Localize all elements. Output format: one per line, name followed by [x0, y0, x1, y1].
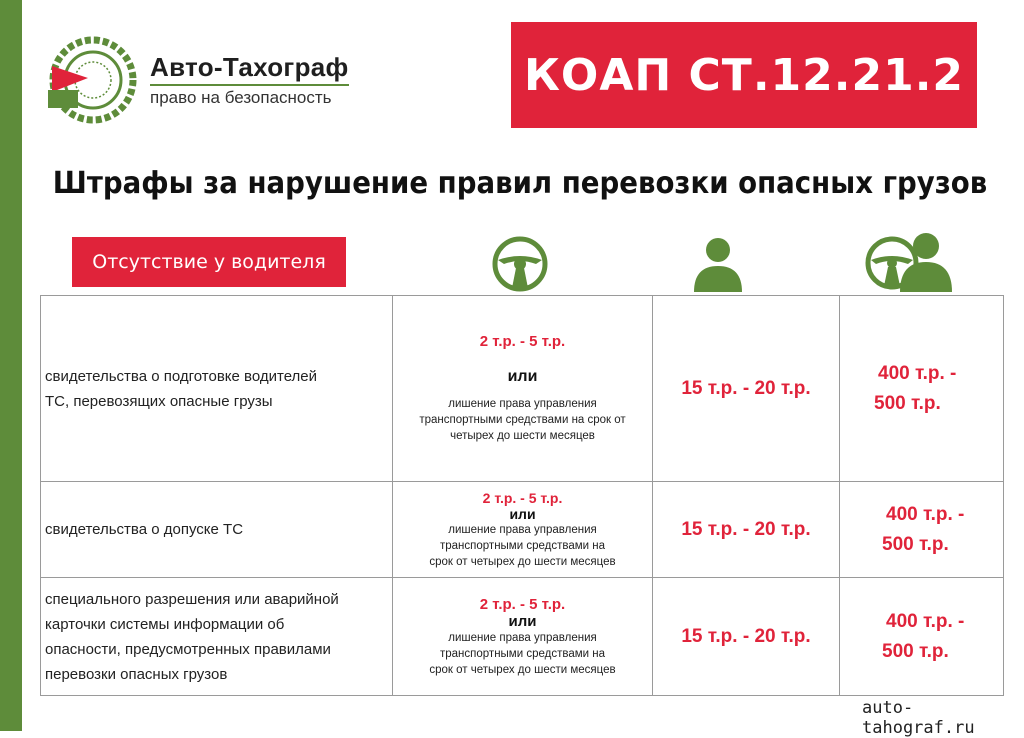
violation-line: ТС, перевозящих опасные грузы — [45, 392, 273, 410]
deprivation-line: четырех до шести месяцев — [450, 430, 595, 442]
table-row — [41, 482, 1004, 578]
deprivation-line: срок от четырех до шести месяцев — [429, 663, 616, 676]
violation-line: свидетельства о допуске ТС — [45, 521, 244, 538]
brand-block — [150, 52, 349, 108]
or-label: или — [508, 612, 537, 630]
left-accent-bar — [0, 0, 22, 731]
driver-fine-cell — [393, 296, 653, 482]
official-fine: 15 т.р. - 20 т.р. — [681, 377, 811, 399]
violation-line: карточки системы информации об — [45, 615, 285, 633]
deprivation-line: транспортными средствами на — [440, 539, 605, 552]
deprivation-line: срок от четырех до шести месяцев — [429, 555, 616, 568]
legal-fine-line: 400 т.р. - — [886, 503, 965, 525]
deprivation-text — [393, 396, 652, 444]
deprivation-line: лишение права управления — [448, 523, 597, 536]
person-icon — [690, 236, 746, 297]
driver-fine-cell — [393, 578, 653, 696]
brand-tagline: право на безопасность — [150, 88, 332, 107]
violation-cell — [41, 578, 393, 696]
absence-label: Отсутствие у водителя — [72, 237, 346, 287]
deprivation-text — [393, 522, 652, 570]
steering-wheel-person-icon — [864, 230, 974, 297]
driver-fine: 2 т.р. - 5 т.р. — [479, 595, 566, 613]
violation-line: опасности, предусмотренных правилами — [45, 640, 331, 658]
site-url[interactable]: auto-tahograf.ru — [862, 698, 975, 738]
driver-fine: 2 т.р. - 5 т.р. — [479, 333, 566, 350]
brand-name: Авто-Тахограф — [150, 52, 349, 86]
deprivation-line: транспортными средствами на — [440, 647, 605, 660]
official-fine-cell — [653, 578, 840, 696]
deprivation-line: лишение права управления — [448, 398, 597, 410]
driver-fine: 2 т.р. - 5 т.р. — [482, 489, 563, 506]
tachograph-logo-icon — [48, 30, 138, 130]
deprivation-line: транспортными средствами на срок от — [419, 414, 626, 426]
official-fine-cell — [653, 296, 840, 482]
koap-article-banner: КОАП СТ.12.21.2 — [511, 22, 977, 128]
page-title: Штрафы за нарушение правил перевозки опасных грузов — [52, 166, 988, 201]
legal-fine-line: 400 т.р. - — [886, 610, 965, 632]
deprivation-line: лишение права управления — [448, 631, 597, 644]
fines-table — [40, 295, 1004, 696]
or-label: или — [509, 505, 536, 522]
steering-wheel-icon — [490, 234, 550, 299]
official-fine-cell — [653, 482, 840, 578]
or-label: или — [507, 368, 538, 385]
violation-line: специального разрешения или аварийной — [45, 590, 339, 608]
violation-line: перевозки опасных грузов — [45, 665, 228, 683]
driver-fine-cell — [393, 482, 653, 578]
table-row — [41, 296, 1004, 482]
violation-cell — [41, 482, 393, 578]
legal-fine-line: 500 т.р. — [882, 533, 949, 555]
legal-fine-line: 500 т.р. — [882, 640, 949, 662]
deprivation-text — [393, 630, 652, 678]
legal-fine-cell — [840, 482, 1004, 578]
legal-fine-cell — [840, 296, 1004, 482]
table-row — [41, 578, 1004, 696]
legal-fine-line: 400 т.р. - — [878, 362, 957, 384]
violation-cell — [41, 296, 393, 482]
legal-fine-line: 500 т.р. — [874, 392, 941, 414]
violation-line: свидетельства о подготовке водителей — [45, 367, 318, 385]
legal-fine-cell — [840, 578, 1004, 696]
official-fine: 15 т.р. - 20 т.р. — [681, 518, 811, 540]
official-fine: 15 т.р. - 20 т.р. — [681, 625, 811, 647]
